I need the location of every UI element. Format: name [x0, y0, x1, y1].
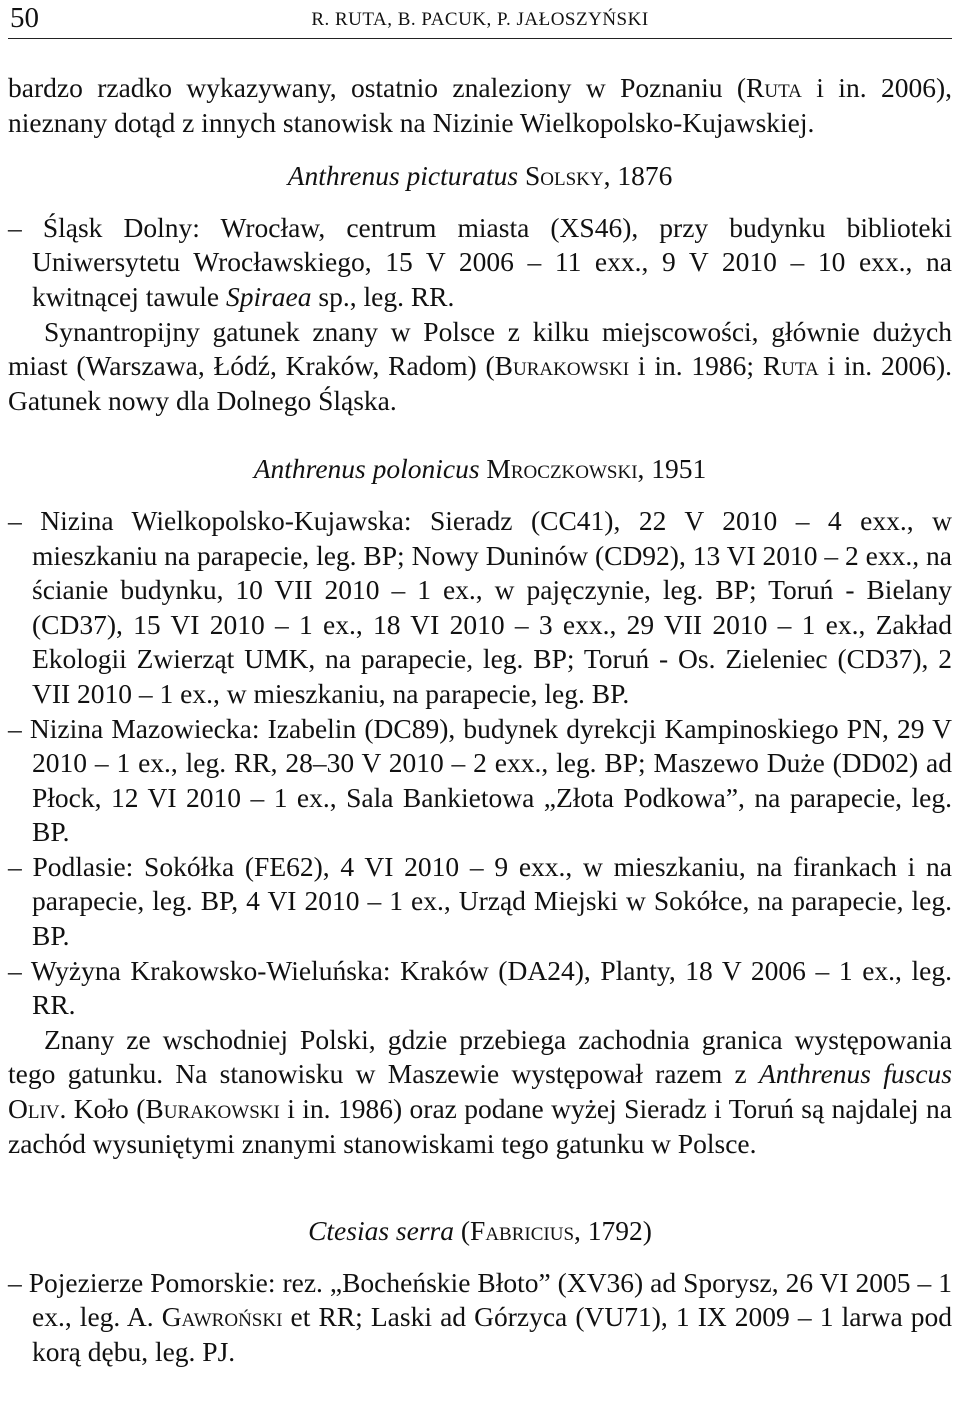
italic-text: Anthrenus picturatus: [287, 160, 519, 192]
author-name: Solsky: [524, 160, 604, 192]
text-run: i in. 2006), nieznany dotąd z innych stanowisk na Nizinie Wielkopolsko-Kujawskiej.: [8, 72, 952, 138]
text-run: – Pojezierze Pomorskie: rez. „Bocheńskie Błoto” (XV36) ad Sporysz, 26 VI 2005 – 1 ex., leg. A.: [8, 1266, 952, 1333]
text-run: sp., leg. RR.: [311, 280, 455, 312]
species-heading: [8, 159, 952, 194]
article-body: [6, 71, 952, 1370]
locality-record: [8, 1266, 952, 1370]
author-name: Burakowski: [145, 1093, 280, 1125]
text-run: – Śląsk Dolny: Wrocław, centrum miasta (XS46), przy budynku biblioteki Uniwersytetu Wrocławskiego, 15 V 2006 – 11 exx., 9 V 2010 – 10 exx., na kwitnącej tawule: [8, 211, 952, 312]
text-run: et RR; Laski ad Górzyca (VU71), 1 IX 2009 – 1 larwa pod korą dębu, leg. PJ.: [32, 1301, 952, 1367]
text-run: – Podlasie: Sokółka (FE62), 4 VI 2010 – 9 exx., w mieszkaniu, na firankach i na parapecie, leg. BP, 4 VI 2010 – 1 ex., Urząd Miejski w Sokółce, na parapecie, leg. BP.: [8, 850, 952, 952]
locality-record: [8, 211, 952, 315]
text-run: – Nizina Wielkopolsko-Kujawska: Sieradz (CC41), 22 V 2010 – 4 exx., w mieszkaniu na parapecie, leg. BP; Nowy Duninów (CD92), 13 VI 2010 – 2 exx., na ścianie budynku, 10 VII 2010 – 1 ex., w pajęczynie, leg. BP; Toruń - Bielany (CD37), 15 VI 2010 – 1 ex., 18 VI 2010 – 3 exx., 29 VII 2010 – 1 ex., Zakład Ekologii Zwierząt UMK, na parapecie, leg. BP; Toruń - Os. Zieleniec (CD37), 2 VII 2010 – 1 ex., w mieszkaniu, na parapecie, leg. BP.: [8, 504, 952, 709]
paragraph: [8, 1023, 952, 1161]
italic-text: Ctesias serra: [308, 1215, 454, 1247]
italic-text: Anthrenus fuscus: [758, 1058, 952, 1090]
italic-text: Spiraea: [225, 280, 312, 312]
text-run: . Koło (: [59, 1093, 146, 1125]
text-run: , 1951: [637, 453, 707, 485]
author-name: Fabricius: [470, 1215, 575, 1247]
author-name: Gawroński: [161, 1301, 283, 1333]
italic-text: Anthrenus polonicus: [253, 453, 480, 485]
text-run: – Wyżyna Krakowsko-Wieluńska: Kraków (DA24), Planty, 18 V 2006 – 1 ex., leg. RR.: [8, 954, 952, 1021]
text-run: i in. 2006). Gatunek nowy dla Dolnego Śląska.: [8, 350, 952, 416]
text-run: [518, 160, 525, 191]
text-run: , 1876: [603, 160, 673, 192]
running-header: [8, 0, 952, 39]
paragraph: [8, 315, 952, 419]
text-run: Znany ze wschodniej Polski, gdzie przebiega zachodnia granica występowania tego gatunku. Na stanowisku w Maszewie występował razem z: [8, 1023, 952, 1090]
locality-record: [8, 850, 952, 954]
paragraph-continued: [8, 71, 952, 140]
locality-record: [8, 954, 952, 1023]
author-name: Mroczkowski: [486, 453, 638, 485]
locality-record: [8, 504, 952, 712]
page-number: 50: [10, 2, 39, 34]
text-run: (: [453, 1215, 471, 1247]
text-run: – Nizina Mazowiecka: Izabelin (DC89), budynek dyrekcji Kampinoskiego PN, 29 V 2010 – 1 ex., leg. RR, 28–30 V 2010 – 2 exx., leg. BP; Maszewo Duże (DD02) ad Płock, 12 VI 2010 – 1 ex., Sala Bankietowa „Złota Podkowa”, na parapecie, leg. BP.: [8, 712, 952, 848]
locality-record: [8, 712, 952, 850]
species-heading: [8, 452, 952, 487]
author-name: Burakowski: [494, 350, 630, 382]
author-name: Ruta: [746, 72, 802, 103]
text-run: i in. 1986) oraz podane wyżej Sieradz i Toruń są najdalej na zachód wysuniętymi znanymi stanowiskami tego gatunku w Polsce.: [8, 1093, 952, 1159]
text-run: bardzo rzadko wykazywany, ostatnio znaleziony w Poznaniu (: [8, 72, 747, 103]
text-run: Synantropijny gatunek znany w Polsce z kilku miejscowości, głównie dużych miast (Warszawa, Łódź, Kraków, Radom) (: [8, 315, 952, 382]
running-title: R. RUTA, B. PACUK, P. JAŁOSZYŃSKI: [311, 9, 649, 30]
text-run: , 1792): [574, 1215, 652, 1247]
author-name: Oliv: [8, 1093, 60, 1125]
species-heading: [8, 1214, 952, 1249]
text-run: i in. 1986;: [629, 350, 763, 382]
author-name: Ruta: [762, 350, 819, 382]
